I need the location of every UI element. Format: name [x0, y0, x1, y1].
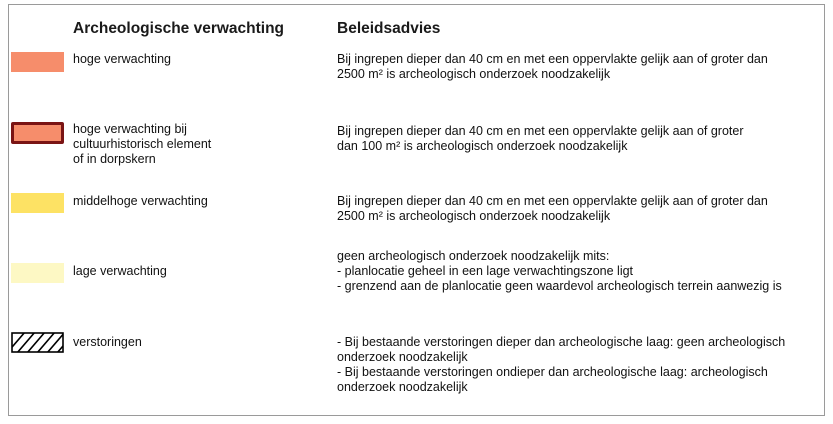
advice-high-expectation-heritage: Bij ingrepen dieper dan 40 cm en met een oppervlakte gelijk aan of groter dan 100 m² is archeologisch onderzoek noodzakelijk [337, 124, 744, 153]
swatch-low-expectation [11, 263, 64, 283]
swatch-high-expectation-heritage [11, 122, 64, 144]
label-medium-expectation: middelhoge verwachting [73, 194, 208, 208]
label-disturbances: verstoringen [73, 335, 142, 349]
advice-low-expectation: geen archeologisch onderzoek noodzakelijk mits: - planlocatie geheel in een lage verwachtingszone ligt - grenzend aan de planlocatie geen waardevol archeologisch terrein aanwezig is [337, 249, 782, 293]
advice-disturbances: - Bij bestaande verstoringen dieper dan archeologische laag: geen archeologisch onderzoek noodzakelijk - Bij bestaande verstoringen ondieper dan archeologische laag: archeologisch onderzoek noodzakelijk [337, 335, 786, 394]
swatch-disturbances-hatched [11, 332, 64, 353]
swatch-high-expectation [11, 52, 64, 72]
expectation-heading: Archeologische verwachting [73, 20, 285, 37]
swatch-medium-expectation [11, 193, 64, 213]
label-high-expectation: hoge verwachting [73, 52, 171, 66]
policy-heading: Beleidsadvies [337, 20, 441, 37]
advice-medium-expectation: Bij ingrepen dieper dan 40 cm en met een oppervlakte gelijk aan of groter dan 2500 m² is archeologisch onderzoek noodzakelijk [337, 194, 768, 223]
label-low-expectation: lage verwachting [73, 264, 167, 278]
label-high-expectation-heritage: hoge verwachting bij cultuurhistorisch element of in dorpskern [73, 122, 212, 166]
advice-high-expectation: Bij ingrepen dieper dan 40 cm en met een oppervlakte gelijk aan of groter dan 2500 m² is archeologisch onderzoek noodzakelijk [337, 52, 768, 81]
